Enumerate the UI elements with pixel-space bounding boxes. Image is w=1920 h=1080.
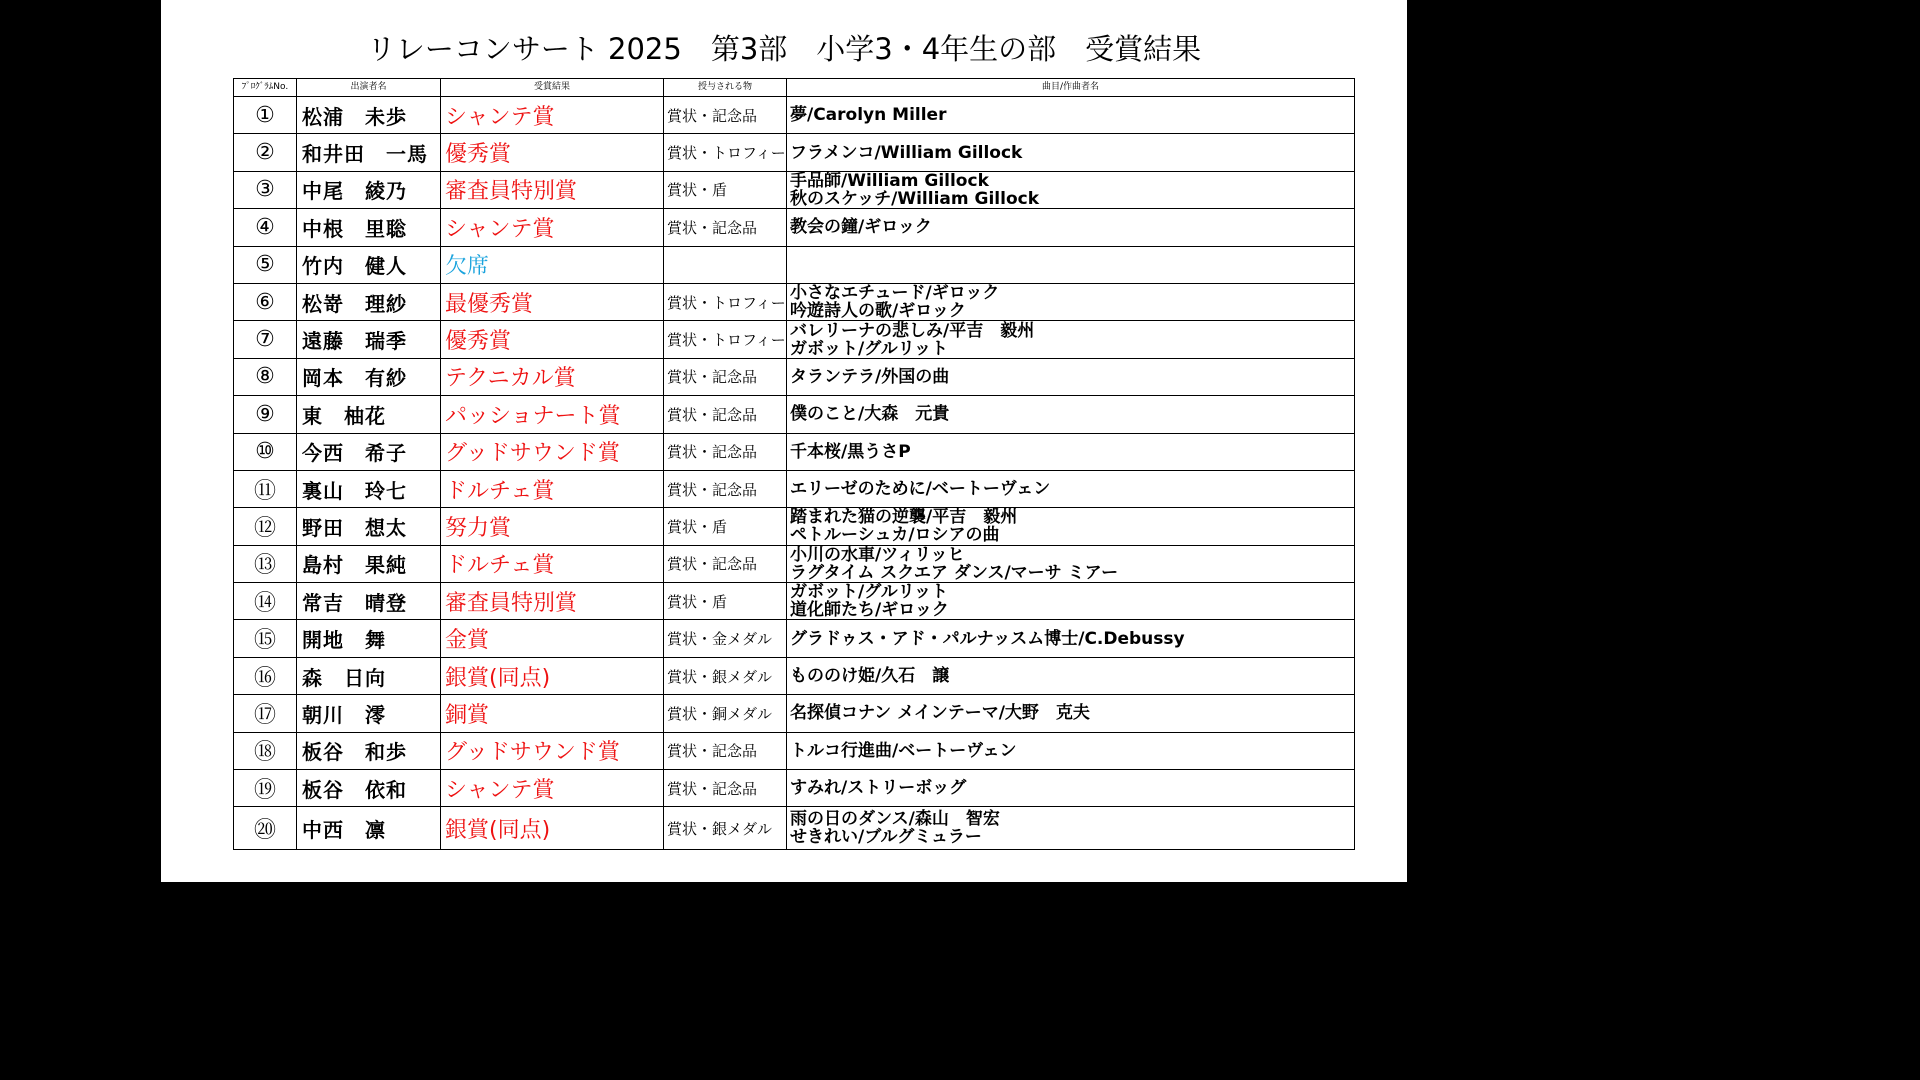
- program-number: ⑮: [234, 620, 297, 657]
- song-line: すみれ/ストリーボッグ: [790, 778, 967, 799]
- performer-name: 開地 舞: [297, 620, 441, 657]
- performer-name: 中尾 綾乃: [297, 171, 441, 208]
- performer-name: 竹内 健人: [297, 246, 441, 283]
- award-result: シャンテ賞: [441, 97, 664, 134]
- performer-name: 裏山 玲七: [297, 470, 441, 507]
- song-line: ガボット/グルリット: [790, 338, 949, 359]
- award-result: 優秀賞: [441, 321, 664, 358]
- page-title: リレーコンサート 2025 第3部 小学3・4年生の部 受賞結果: [366, 32, 1202, 66]
- header-prize: 授与される物: [664, 79, 787, 97]
- award-result: シャンテ賞: [441, 209, 664, 246]
- table-row: [234, 433, 1355, 470]
- song-line: トルコ行進曲/ベートーヴェン: [790, 740, 1017, 761]
- prize-item: 賞状・盾: [664, 171, 787, 208]
- prize-item: 賞状・銅メダル: [664, 695, 787, 732]
- table-row: [234, 209, 1355, 246]
- prize-item: [664, 246, 787, 283]
- song-line: せきれい/ブルグミュラー: [790, 827, 982, 848]
- award-result: 欠席: [441, 246, 664, 283]
- table-row: [234, 545, 1355, 582]
- award-result: 銅賞: [441, 695, 664, 732]
- song-cell: [787, 246, 1355, 283]
- table-row: [234, 770, 1355, 807]
- song-cell: [787, 695, 1355, 732]
- program-number: ⑰: [234, 695, 297, 732]
- song-cell: [787, 732, 1355, 769]
- song-line: 僕のこと/大森 元貴: [790, 404, 950, 425]
- table-row: [234, 732, 1355, 769]
- song-line: フラメンコ/William Gillock: [790, 142, 1023, 163]
- table-row: [234, 807, 1355, 850]
- award-result: 審査員特別賞: [441, 171, 664, 208]
- performer-name: 野田 想太: [297, 508, 441, 545]
- performer-name: 中根 里聡: [297, 209, 441, 246]
- results-body: [234, 97, 1355, 850]
- award-result: 優秀賞: [441, 134, 664, 171]
- header-song: 曲目/作曲者名: [787, 79, 1355, 97]
- table-row: [234, 171, 1355, 208]
- song-line: 小さなエチュード/ギロック: [790, 283, 1000, 304]
- song-cell: [787, 508, 1355, 545]
- award-result: ドルチェ賞: [441, 545, 664, 582]
- program-number: ①: [234, 97, 297, 134]
- prize-item: 賞状・記念品: [664, 209, 787, 246]
- table-row: [234, 657, 1355, 694]
- award-result: 銀賞(同点): [441, 657, 664, 694]
- prize-item: 賞状・記念品: [664, 396, 787, 433]
- prize-item: 賞状・盾: [664, 583, 787, 620]
- performer-name: 和井田 一馬: [297, 134, 441, 171]
- performer-name: 松嵜 理紗: [297, 283, 441, 320]
- header-no: ﾌﾟﾛｸﾞﾗﾑNo.: [234, 79, 297, 97]
- performer-name: 常吉 晴登: [297, 583, 441, 620]
- song-cell: [787, 545, 1355, 582]
- performer-name: 松浦 未歩: [297, 97, 441, 134]
- award-result: 審査員特別賞: [441, 583, 664, 620]
- program-number: ⑲: [234, 770, 297, 807]
- song-line: 名探偵コナン メインテーマ/大野 克夫: [790, 703, 1090, 724]
- prize-item: 賞状・金メダル: [664, 620, 787, 657]
- song-cell: [787, 134, 1355, 171]
- table-row: [234, 134, 1355, 171]
- header-row: [234, 79, 1355, 97]
- award-result: 金賞: [441, 620, 664, 657]
- song-cell: [787, 171, 1355, 208]
- song-line: 教会の鐘/ギロック: [790, 217, 932, 238]
- table-row: [234, 97, 1355, 134]
- prize-item: 賞状・記念品: [664, 358, 787, 395]
- song-cell: [787, 433, 1355, 470]
- program-number: ⑬: [234, 545, 297, 582]
- song-cell: [787, 583, 1355, 620]
- award-result: ドルチェ賞: [441, 470, 664, 507]
- award-result: パッショナート賞: [441, 396, 664, 433]
- prize-item: 賞状・トロフィー: [664, 134, 787, 171]
- table-row: [234, 246, 1355, 283]
- award-result: グッドサウンド賞: [441, 732, 664, 769]
- song-line: 道化師たち/ギロック: [790, 600, 949, 621]
- song-line: もののけ姫/久石 譲: [790, 666, 950, 687]
- prize-item: 賞状・記念品: [664, 732, 787, 769]
- performer-name: 岡本 有紗: [297, 358, 441, 395]
- song-line: 吟遊詩人の歌/ギロック: [790, 301, 966, 322]
- program-number: ②: [234, 134, 297, 171]
- header-name: 出演者名: [297, 79, 441, 97]
- table-row: [234, 321, 1355, 358]
- program-number: ⑧: [234, 358, 297, 395]
- award-result: 銀賞(同点): [441, 807, 664, 850]
- table-row: [234, 283, 1355, 320]
- program-number: ⑦: [234, 321, 297, 358]
- song-cell: [787, 807, 1355, 850]
- song-cell: [787, 620, 1355, 657]
- header-result: 受賞結果: [441, 79, 664, 97]
- table-row: [234, 396, 1355, 433]
- prize-item: 賞状・盾: [664, 508, 787, 545]
- song-line: 千本桜/黒うさP: [790, 441, 911, 462]
- performer-name: 遠藤 瑞季: [297, 321, 441, 358]
- table-row: [234, 358, 1355, 395]
- award-result: 最優秀賞: [441, 283, 664, 320]
- performer-name: 今西 希子: [297, 433, 441, 470]
- performer-name: 中西 凛: [297, 807, 441, 850]
- program-number: ⑪: [234, 470, 297, 507]
- song-cell: [787, 470, 1355, 507]
- song-line: 踏まれた猫の逆襲/平吉 毅州: [790, 507, 1018, 528]
- award-result: 努力賞: [441, 508, 664, 545]
- song-cell: [787, 657, 1355, 694]
- song-cell: [787, 321, 1355, 358]
- song-cell: [787, 283, 1355, 320]
- prize-item: 賞状・記念品: [664, 545, 787, 582]
- song-cell: [787, 396, 1355, 433]
- table-row: [234, 508, 1355, 545]
- song-line: 手品師/William Gillock: [790, 170, 989, 191]
- song-line: 夢/Carolyn Miller: [790, 105, 947, 126]
- song-line: 雨の日のダンス/森山 智宏: [790, 809, 1000, 830]
- song-line: グラドゥス・アド・パルナッスム博士/C.Debussy: [790, 628, 1185, 649]
- song-cell: [787, 358, 1355, 395]
- table-row: [234, 583, 1355, 620]
- award-result: シャンテ賞: [441, 770, 664, 807]
- song-line: 小川の水車/ツィリッヒ: [790, 544, 965, 565]
- song-line: ガボット/グルリット: [790, 582, 949, 603]
- prize-item: 賞状・記念品: [664, 433, 787, 470]
- prize-item: 賞状・記念品: [664, 470, 787, 507]
- program-number: ⑤: [234, 246, 297, 283]
- prize-item: 賞状・記念品: [664, 770, 787, 807]
- program-number: ⑳: [234, 807, 297, 850]
- program-number: ⑥: [234, 283, 297, 320]
- song-line: ラグタイム スクエア ダンス/マーサ ミアー: [790, 562, 1119, 583]
- song-line: タランテラ/外国の曲: [790, 366, 950, 387]
- program-number: ⑨: [234, 396, 297, 433]
- results-table: [233, 78, 1355, 850]
- performer-name: 板谷 依和: [297, 770, 441, 807]
- prize-item: 賞状・トロフィー: [664, 321, 787, 358]
- program-number: ④: [234, 209, 297, 246]
- song-cell: [787, 770, 1355, 807]
- song-cell: [787, 209, 1355, 246]
- table-row: [234, 620, 1355, 657]
- award-result: グッドサウンド賞: [441, 433, 664, 470]
- song-line: 秋のスケッチ/William Gillock: [790, 188, 1040, 209]
- program-number: ③: [234, 171, 297, 208]
- performer-name: 島村 果純: [297, 545, 441, 582]
- prize-item: 賞状・トロフィー: [664, 283, 787, 320]
- program-number: ⑩: [234, 433, 297, 470]
- performer-name: 板谷 和歩: [297, 732, 441, 769]
- song-line: バレリーナの悲しみ/平吉 毅州: [790, 320, 1035, 341]
- prize-item: 賞状・銀メダル: [664, 807, 787, 850]
- song-cell: [787, 97, 1355, 134]
- program-number: ⑫: [234, 508, 297, 545]
- table-row: [234, 695, 1355, 732]
- song-line: ペトルーシュカ/ロシアの曲: [790, 525, 1000, 546]
- prize-item: 賞状・記念品: [664, 97, 787, 134]
- results-page: [161, 0, 1407, 882]
- prize-item: 賞状・銀メダル: [664, 657, 787, 694]
- performer-name: 朝川 澪: [297, 695, 441, 732]
- performer-name: 森 日向: [297, 657, 441, 694]
- table-row: [234, 470, 1355, 507]
- song-line: エリーゼのために/ベートーヴェン: [790, 479, 1051, 500]
- award-result: テクニカル賞: [441, 358, 664, 395]
- performer-name: 東 柚花: [297, 396, 441, 433]
- program-number: ⑭: [234, 583, 297, 620]
- program-number: ⑱: [234, 732, 297, 769]
- program-number: ⑯: [234, 657, 297, 694]
